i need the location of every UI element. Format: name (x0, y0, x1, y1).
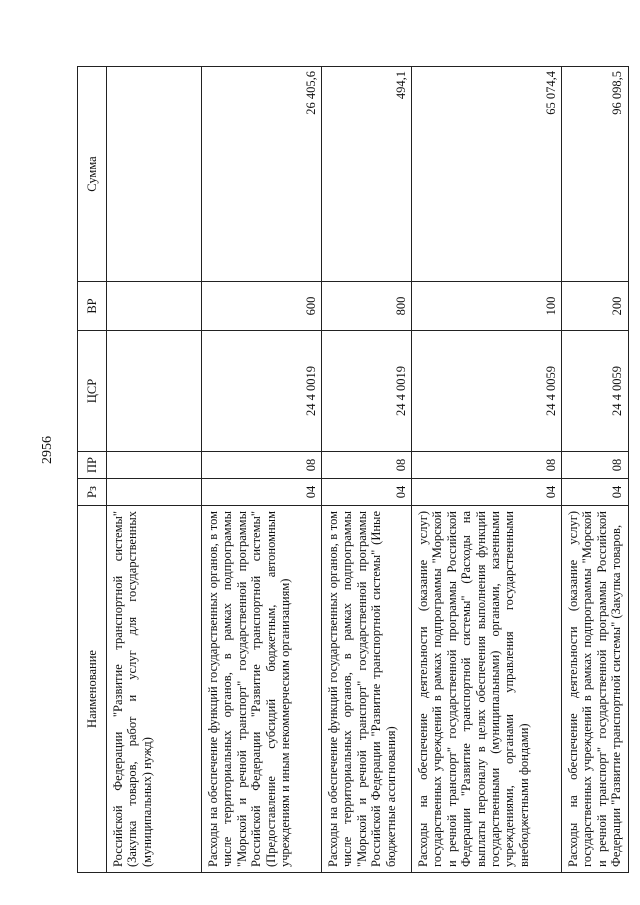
row-csr (107, 331, 202, 452)
row-rz: 04 (562, 479, 629, 506)
table-row (107, 67, 202, 873)
row-vr: 600 (202, 282, 322, 331)
table-header-row (78, 67, 107, 873)
row-name: Российской Федерации "Развитие транспортной системы" (Закупка товаров, работ и услуг для государственных (муниципальных) нужд) (107, 506, 202, 873)
budget-table-page (77, 67, 625, 873)
row-sum: 26 405,6 (202, 67, 322, 282)
row-sum (107, 67, 202, 282)
row-name: Расходы на обеспечение деятельности (оказание услуг) государственных учреждений в рамках подпрограммы "Морской и речной транспорт" государственной программы Российской Федерации "Развитие транспортной системы" (Расходы на выплаты персоналу в целях обеспечения выполнения функций государственными (муниципальными) органами, казенными учреждениями, органами управления государственными внебюджетными фондами) (412, 506, 562, 873)
row-rz: 04 (322, 479, 412, 506)
row-sum: 65 074,4 (412, 67, 562, 282)
row-pr: 08 (412, 452, 562, 479)
row-csr: 24 4 0059 (412, 331, 562, 452)
row-vr: 800 (322, 282, 412, 331)
row-pr: 08 (562, 452, 629, 479)
row-pr: 08 (322, 452, 412, 479)
row-csr: 24 4 0059 (562, 331, 629, 452)
row-vr (107, 282, 202, 331)
row-vr: 100 (412, 282, 562, 331)
row-rz (107, 479, 202, 506)
header-pr: ПР (78, 452, 107, 479)
row-vr: 200 (562, 282, 629, 331)
row-name: Расходы на обеспечение функций государственных органов, в том числе территориальных органов, в рамках подпрограммы "Морской и речной транспорт" государственной программы Российской Федерации "Развитие транспортной системы" (Иные бюджетные ассигнования) (322, 506, 412, 873)
header-sum: Сумма (78, 67, 107, 282)
table-row (202, 67, 322, 873)
header-name: Наименование (78, 506, 107, 873)
row-csr: 24 4 0019 (202, 331, 322, 452)
header-rz: Рз (78, 479, 107, 506)
row-sum: 96 098,5 (562, 67, 629, 282)
table-row (562, 67, 629, 873)
rotated-table-container (77, 67, 625, 873)
budget-table (77, 66, 629, 873)
row-pr (107, 452, 202, 479)
table-row (322, 67, 412, 873)
header-vr: ВР (78, 282, 107, 331)
row-rz: 04 (202, 479, 322, 506)
table-row (412, 67, 562, 873)
row-name: Расходы на обеспечение функций государственных органов, в том числе территориальных органов, в рамках подпрограммы "Морской и речной транспорт" государственной программы Российской Федерации "Развитие транспортной системы" (Предоставление субсидий бюджетным, автономным учреждениям и иным некоммерческим организациям) (202, 506, 322, 873)
header-csr: ЦСР (78, 331, 107, 452)
page-number: 2956 (40, 436, 55, 464)
row-sum: 494,1 (322, 67, 412, 282)
row-csr: 24 4 0019 (322, 331, 412, 452)
row-name: Расходы на обеспечение деятельности (оказание услуг) государственных учреждений в рамках подпрограммы "Морской и речной транспорт" государственной программы Российской Федерации "Развитие транспортной системы" (Закупка товаров, (562, 506, 629, 873)
row-rz: 04 (412, 479, 562, 506)
row-pr: 08 (202, 452, 322, 479)
